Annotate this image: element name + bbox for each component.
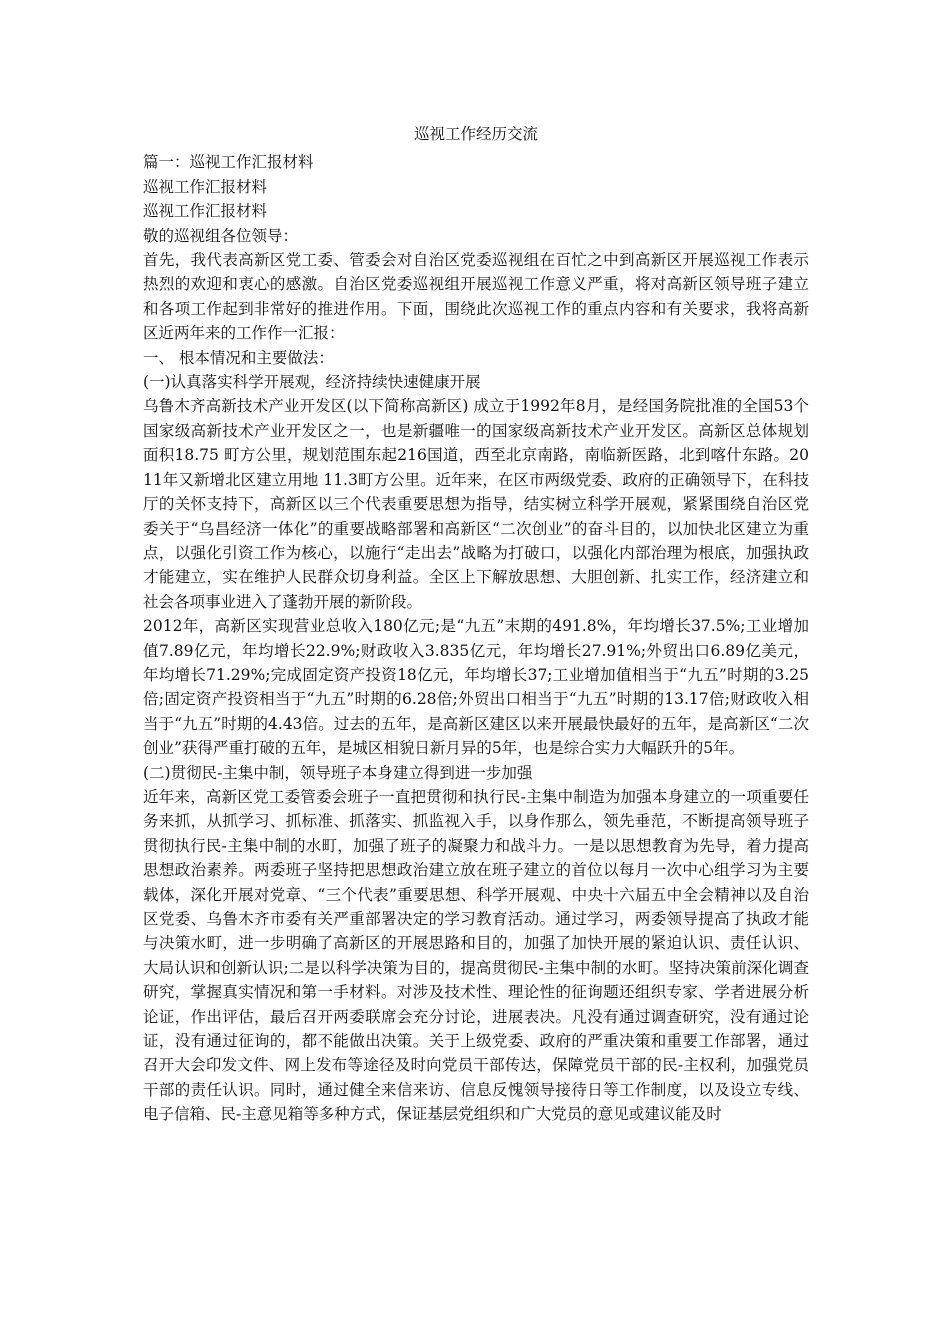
opening-paragraph: 首先，我代表高新区党工委、管委会对自治区党委巡视组在百忙之中到高新区开展巡视工作表示热烈的欢迎和衷心的感激。自治区党委巡视组开展巡视工作意义严重，将对高新区领导班子建立和各项工作起到非常好的推进作用。下面，围绕此次巡视工作的重点内容和有关要求，我将高新区近两年来的工作作一汇报： [143,251,809,343]
material-title: 巡视工作汇报材料 [143,177,268,196]
subheading-two: (二)贯彻民-主集中制，领导班子本身建立得到进一步加强 [143,763,533,782]
material-title-repeat: 巡视工作汇报材料 [143,202,268,221]
document-body [143,122,809,1127]
paragraph-overview: 乌鲁木齐高新技术产业开发区(以下简称高新区) 成立于1992年8月，是经国务院批准的全国53个国家级高新技术产业开发区之一，也是新疆唯一的国家级高新技术产业开发区。高新区总体规划面积18.75 町方公里，规划范围东起216国道，西至北京南路，南临新医路，北到喀什东路。2011年又新增北区建立用地 11.3町方公里。近年来，在区市两级党委、政府的正确领导下，在科技厅的关怀支持下，高新区以三个代表重要思想为指导，结实树立科学开展观，紧紧围绕自治区党委关于“乌昌经济一体化”的重要战略部署和高新区“二次创业”的奋斗目的，以加快北区建立为重点，以强化引资工作为核心，以施行“走出去”战略为打破口，以强化内部治理为根底，加强执政才能建立，实在维护人民群众切身利益。全区上下解放思想、大胆创新、扎实工作，经济建立和社会各项事业进入了蓬勃开展的新阶段。 [143,397,809,611]
section-heading: 篇一：巡视工作汇报材料 [143,153,314,172]
document-title: 巡视工作经历交流 [413,125,538,143]
heading-basic-situation: 一、 根本情况和主要做法： [143,348,334,367]
paragraph-leadership: 近年来，高新区党工委管委会班子一直把贯彻和执行民-主集中制造为加强本身建立的一项重要任务来抓，从抓学习、抓标准、抓落实、抓监视入手，以身作那么，领先垂范，不断提高领导班子贯彻执行民-主集中制的水町，加强了班子的凝聚力和战斗力。一是以思想教育为先导，着力提高思想政治素养。两委班子坚持把思想政治建立放在班子建立的首位以每月一次中心组学习为主要载体，深化开展对党章、“三个代表”重要思想、科学开展观、中央十六届五中全会精神以及自治区党委、乌鲁木齐市委有关严重部署决定的学习教育活动。通过学习，两委领导提高了执政才能与决策水町，进一步明确了高新区的开展思路和目的，加强了加快开展的紧迫认识、责任认识、大局认识和创新认识;二是以科学决策为目的，提高贯彻民-主集中制的水町。坚持决策前深化调查研究，掌握真实情况和第一手材料。对涉及技术性、理论性的征询题还组织专家、学者进展分析论证，作出评估，最后召开两委联席会充分讨论，进展表决。凡没有通过调查研究，没有通过论证，没有通过征询的，都不能做出决策。关于上级党委、政府的严重决策和重要工作部署，通过召开大会印发文件、网上发布等途径及时向党员干部传达，保障党员干部的民-主权利，加强党员干部的责任认识。同时，通过健全来信来访、信息反愧领导接待日等工作制度，以及设立专线、电子信箱、民-主意见箱等多种方式，保证基层党组织和广大党员的意见或建议能及时 [143,787,809,1124]
subheading-one: (一)认真落实科学开展观，经济持续快速健康开展 [143,373,481,392]
paragraph-statistics: 2012年，高新区实现营业总收入180亿元;是“九五”末期的491.8%，年均增长37.5%;工业增加值7.89亿元，年均增长22.9%;财政收入3.835亿元，年均增长27.91%;外贸出口6.89亿美元，年均增长71.29%;完成固定资产投资18亿元，年均增长37;工业增加值相当于“九五”时期的3.25倍;固定资产投资相当于“九五”时期的6.28倍;外贸出口相当于“九五”时期的13.17倍;财政收入相当于“九五”时期的4.43倍。过去的五年，是高新区建区以来开展最快最好的五年，是高新区“二次创业”获得严重打破的五年，是城区相貌日新月异的5年，也是综合实力大幅跃升的5年。 [143,617,809,758]
salutation: 敬的巡视组各位领导： [143,226,299,245]
